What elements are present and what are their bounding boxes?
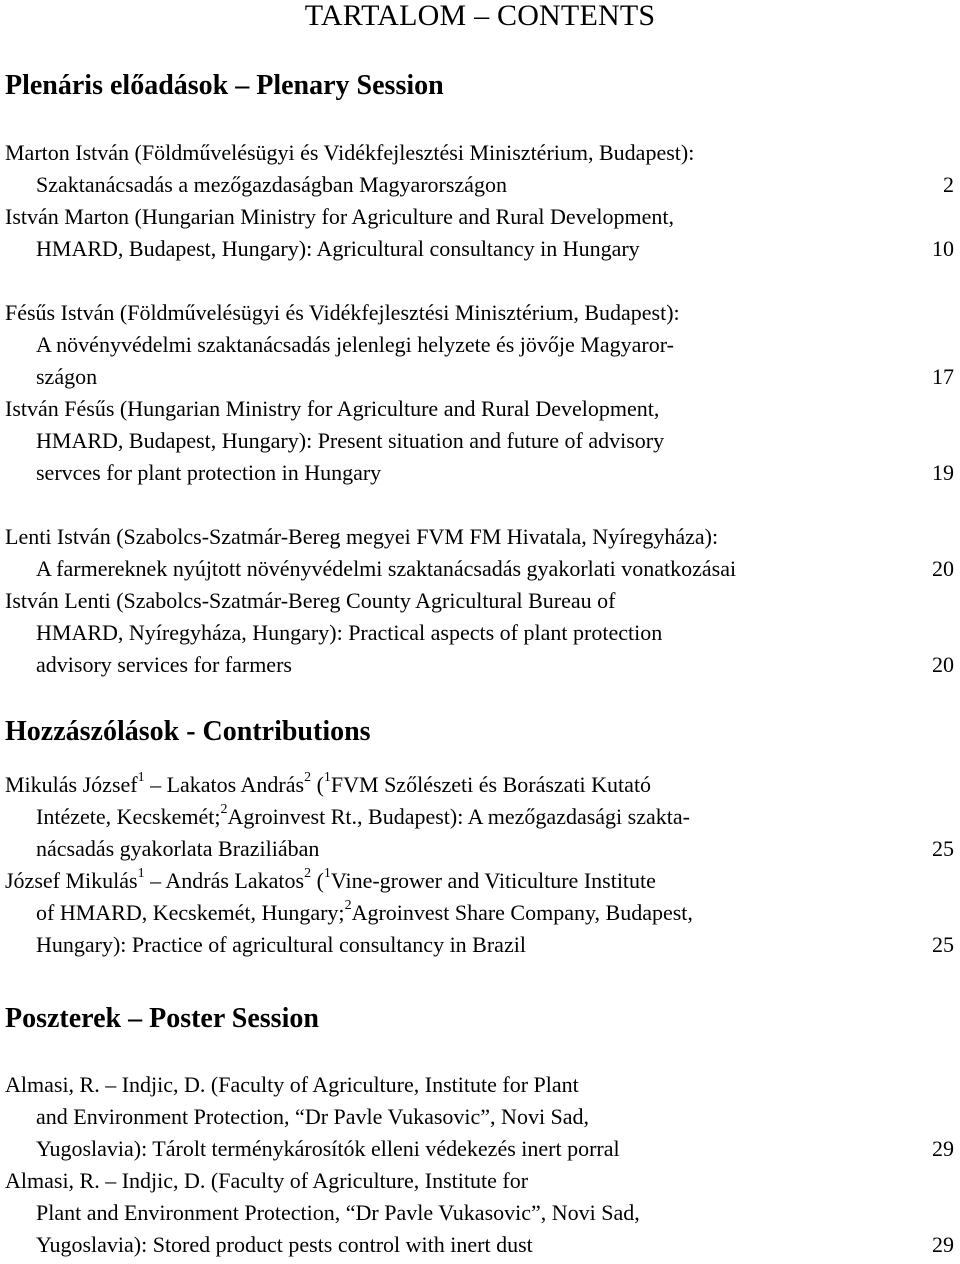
entry-text: ( <box>311 772 324 797</box>
page-number: 20 <box>932 652 954 677</box>
entry-line <box>36 801 690 830</box>
author-name: József Mikulás <box>5 868 138 893</box>
affiliation-mark: 2 <box>220 801 228 817</box>
entry-line: Plant and Environment Protection, “Dr Pavle Vukasovic”, Novi Sad, <box>36 1200 640 1225</box>
entry-text: FVM Szőlészeti és Borászati Kutató <box>330 772 652 797</box>
author-name: – András Lakatos <box>144 868 305 893</box>
page-number: 17 <box>932 364 954 389</box>
section-heading-plenary: Plenáris előadások – Plenary Session <box>5 70 444 101</box>
affiliation-mark: 1 <box>323 865 331 881</box>
entry-line <box>36 897 693 926</box>
affiliation-mark: 1 <box>137 865 145 881</box>
entry-line: A növényvédelmi szaktanácsadás jelenlegi helyzete és jövője Magyaror- <box>36 332 674 357</box>
entry-line: Marton István (Földművelésügyi és Vidékfejlesztési Minisztérium, Budapest): <box>5 140 695 165</box>
affiliation-mark: 1 <box>323 769 331 785</box>
entry-text: Agroinvest Rt., Budapest): A mezőgazdasági szakta- <box>227 804 690 829</box>
entry-line: Almasi, R. – Indjic, D. (Faculty of Agriculture, Institute for <box>5 1168 529 1193</box>
page-number: 20 <box>932 556 954 581</box>
entry-line: István Lenti (Szabolcs-Szatmár-Bereg County Agricultural Bureau of <box>5 588 616 613</box>
entry-line: HMARD, Nyíregyháza, Hungary): Practical aspects of plant protection <box>36 620 663 645</box>
page-number: 10 <box>932 236 954 261</box>
page-number: 29 <box>932 1232 954 1257</box>
page-number: 2 <box>943 172 954 197</box>
page-number: 25 <box>932 932 954 957</box>
section-heading-poster: Poszterek – Poster Session <box>5 1003 319 1034</box>
entry-line <box>5 769 652 798</box>
entry-line: Almasi, R. – Indjic, D. (Faculty of Agriculture, Institute for Plant <box>5 1072 579 1097</box>
entry-line: Yugoslavia): Stored product pests control with inert dust <box>36 1232 533 1257</box>
entry-text: ( <box>311 868 324 893</box>
page-title: TARTALOM – CONTENTS <box>304 0 656 32</box>
entry-line: A farmereknek nyújtott növényvédelmi szaktanácsadás gyakorlati vonatkozásai <box>36 556 737 581</box>
entry-line: HMARD, Budapest, Hungary): Agricultural consultancy in Hungary <box>36 236 640 261</box>
affiliation-mark: 2 <box>344 897 352 913</box>
page-number: 29 <box>932 1136 954 1161</box>
entry-line: HMARD, Budapest, Hungary): Present situation and future of advisory <box>36 428 665 453</box>
section-heading-contributions: Hozzászólások - Contributions <box>5 716 371 747</box>
entry-text: Intézete, Kecskemét; <box>36 804 221 829</box>
entry-text: Vine-grower and Viticulture Institute <box>330 868 656 893</box>
affiliation-mark: 2 <box>304 865 312 881</box>
entry-line: Szaktanácsadás a mezőgazdaságban Magyarországon <box>36 172 507 197</box>
page-number: 19 <box>932 460 954 485</box>
entry-line: István Marton (Hungarian Ministry for Agriculture and Rural Development, <box>5 204 675 229</box>
entry-line: servces for plant protection in Hungary <box>36 460 382 485</box>
page-number: 25 <box>932 836 954 861</box>
entry-line: István Fésűs (Hungarian Ministry for Agriculture and Rural Development, <box>5 396 660 421</box>
entry-line <box>5 865 656 894</box>
entry-line: Lenti István (Szabolcs-Szatmár-Bereg megyei FVM FM Hivatala, Nyíregyháza): <box>5 524 719 549</box>
affiliation-mark: 2 <box>304 769 312 785</box>
entry-line: and Environment Protection, “Dr Pavle Vukasovic”, Novi Sad, <box>36 1104 590 1129</box>
author-name: Mikulás József <box>5 772 138 797</box>
entry-line: szágon <box>36 364 98 389</box>
author-name: – Lakatos András <box>144 772 305 797</box>
entry-line: Fésűs István (Földművelésügyi és Vidékfejlesztési Minisztérium, Budapest): <box>5 300 680 325</box>
entry-text: of HMARD, Kecskemét, Hungary; <box>36 900 345 925</box>
entry-text: Agroinvest Share Company, Budapest, <box>351 900 693 925</box>
entry-line: nácsadás gyakorlata Braziliában <box>36 836 320 861</box>
entry-line: Hungary): Practice of agricultural consultancy in Brazil <box>36 932 526 957</box>
affiliation-mark: 1 <box>137 769 145 785</box>
entry-line: Yugoslavia): Tárolt terménykárosítók elleni védekezés inert porral <box>36 1136 620 1161</box>
entry-line: advisory services for farmers <box>36 652 292 677</box>
